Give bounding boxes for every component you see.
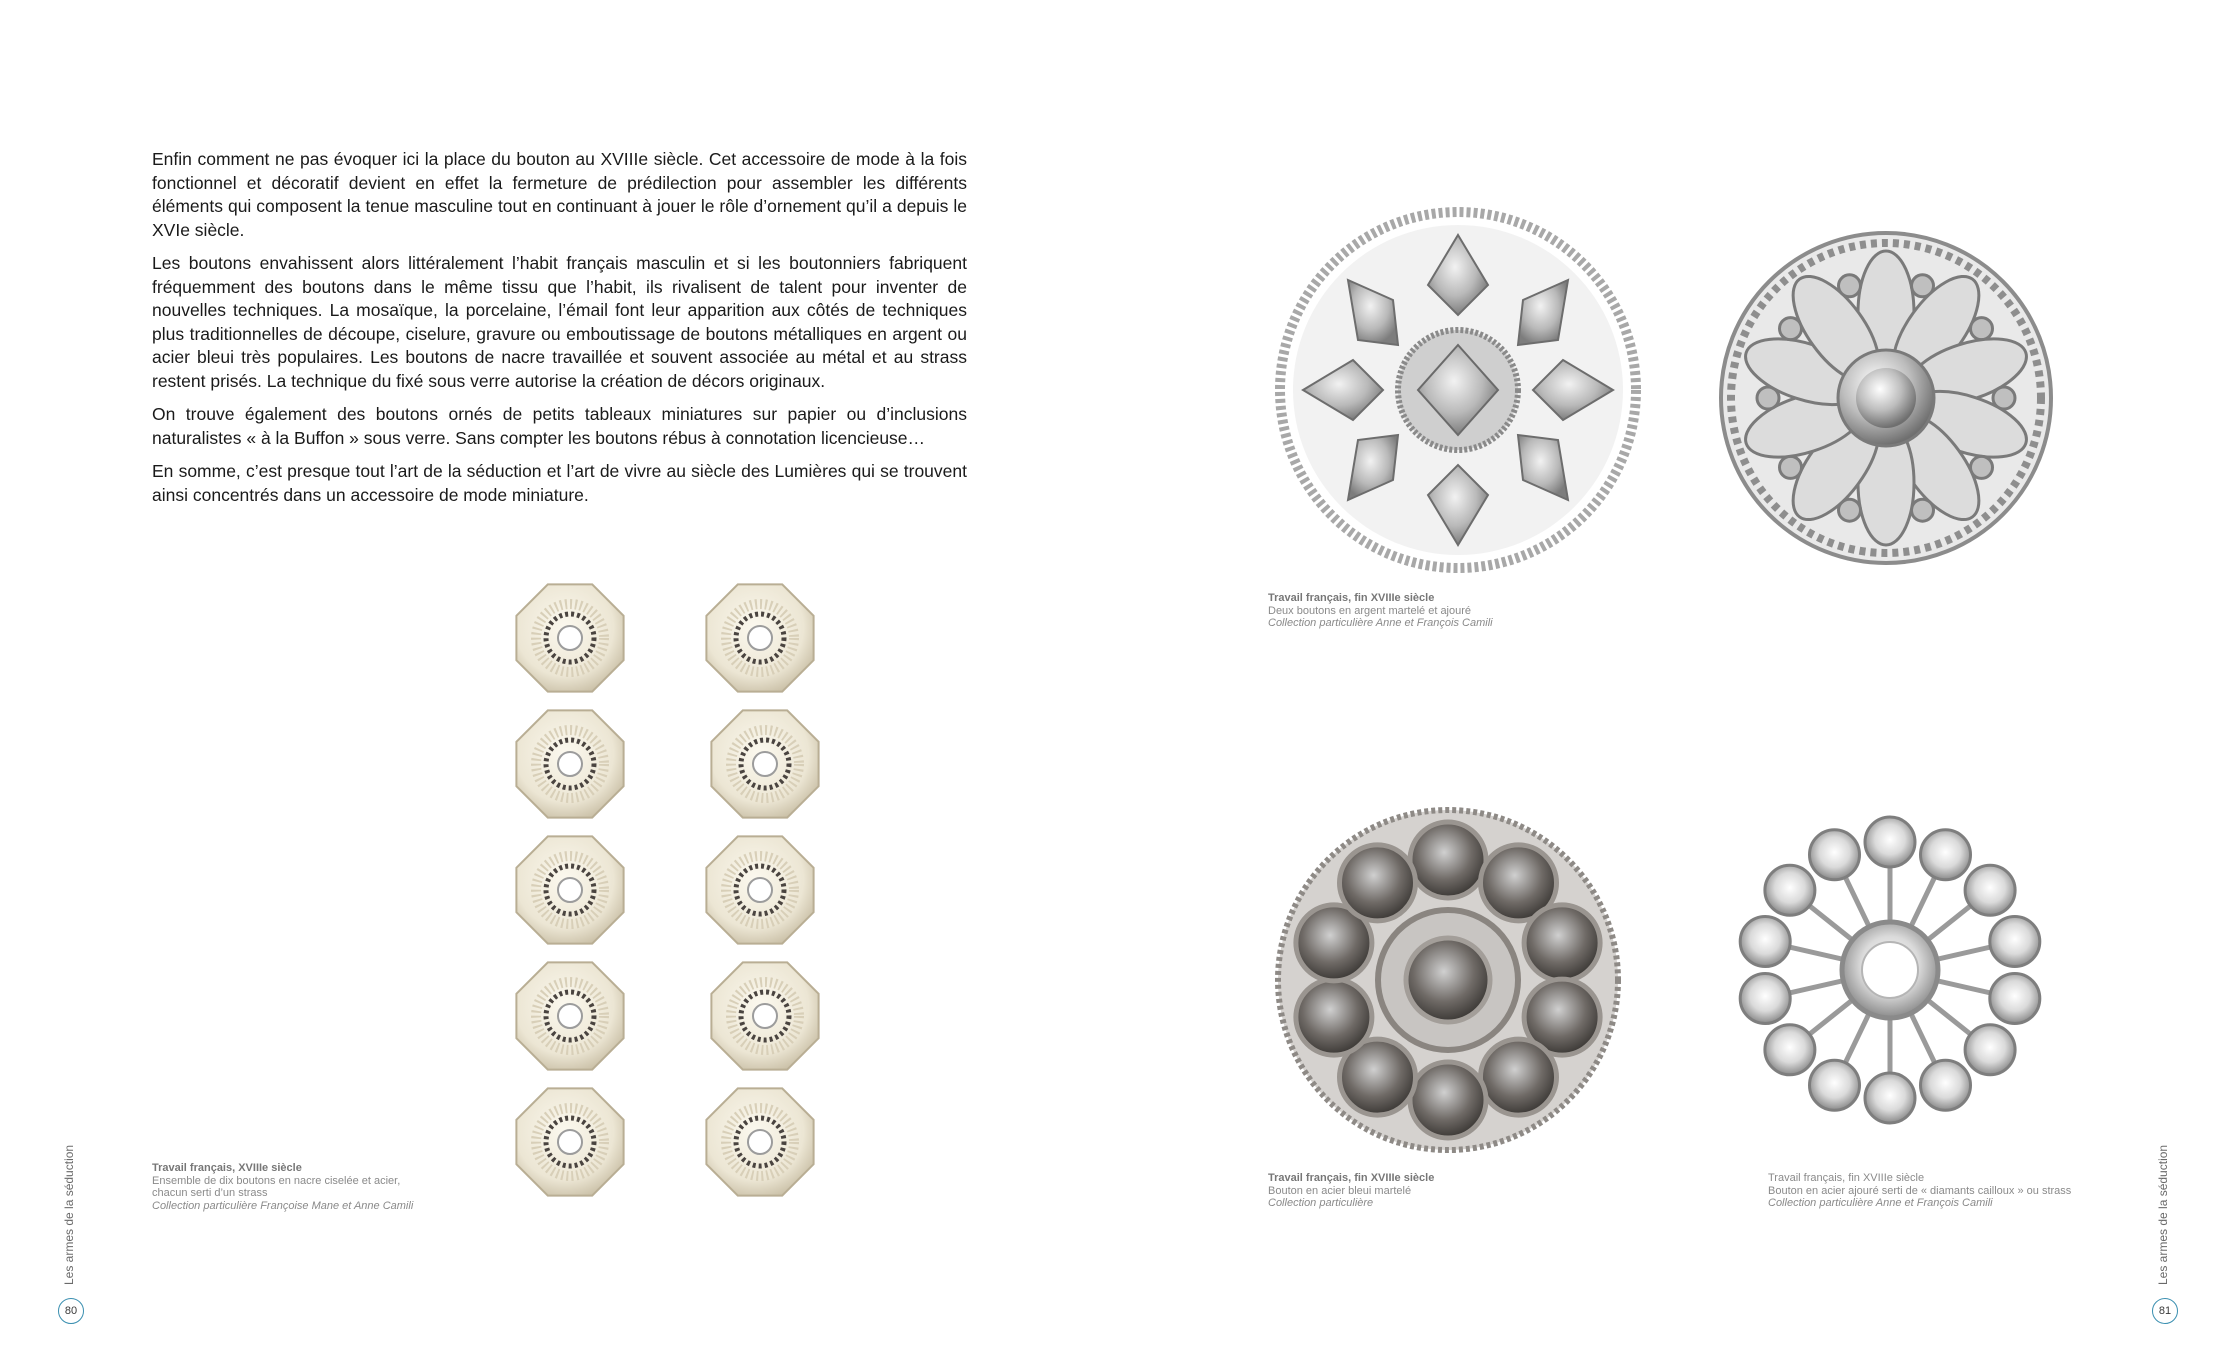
caption-title: Travail français, fin XVIIIe siècle [1768, 1172, 1925, 1184]
photo-silver-button-1 [1273, 205, 1643, 575]
caption-line: Ensemble de dix boutons en nacre ciselée et acier, [152, 1174, 401, 1187]
steel-button-image [1268, 800, 1628, 1160]
caption-line: Bouton en acier bleui martelé [1268, 1184, 1412, 1197]
photo-silver-button-2 [1716, 228, 2056, 568]
running-head: Les armes de la séduction [2156, 1144, 2170, 1285]
photo-strass-button [1720, 800, 2060, 1140]
nacre-button [706, 1088, 813, 1195]
right-page [1108, 0, 2217, 1361]
caption-line: chacun serti d’un strass [152, 1187, 268, 1199]
body-text [152, 148, 967, 517]
caption-credit: Collection particulière Anne et François Camili [1768, 1197, 1993, 1209]
running-head: Les armes de la séduction [62, 1144, 76, 1285]
page-number: 80 [58, 1298, 84, 1324]
caption-nacre [152, 1162, 452, 1212]
photo-steel-button [1268, 800, 1628, 1160]
silver-button-1-image [1273, 205, 1643, 575]
nacre-button [516, 710, 623, 817]
page-number: 81 [2152, 1298, 2178, 1324]
caption-strass-button [1768, 1172, 2108, 1210]
silver-button-2-image [1716, 228, 2056, 568]
paragraph: Les boutons envahissent alors littéralement l’habit français masculin et si les boutonniers fabriquent fréquemment des boutons dans le même tissu que l’habit, ils rivalisent de talent pour inventer de nouvelles techniques. La mosaïque, la porcelaine, l’émail font leur apparition aux côtés de techniques plus traditionnelles de découpe, ciselure, gravure ou emboutissage de boutons métalliques en argent ou acier bleui très populaires. Les boutons de nacre travaillée et souvent associée au métal et au strass restent prisés. La technique du fixé sous verre autorise la création de décors originaux. [152, 253, 967, 391]
strass-button-image [1720, 800, 2060, 1140]
left-page [0, 0, 1108, 1361]
caption-credit: Collection particulière [1268, 1197, 1374, 1209]
paragraph: On trouve également des boutons ornés de petits tableaux miniatures sur papier ou d’inclusions naturalistes « à la Buffon » sous verre. Sans compter les boutons rébus à connotation licencieuse… [152, 404, 967, 448]
nacre-button [516, 836, 623, 943]
caption-line: Bouton en acier ajouré serti de « diamants cailloux » ou strass [1768, 1184, 2072, 1197]
nacre-button [706, 836, 813, 943]
caption-title: Travail français, fin XVIIIe siècle [1268, 592, 1435, 604]
caption-title: Travail français, XVIIIe siècle [152, 1162, 302, 1174]
caption-credit: Collection particulière Françoise Mane et Anne Camili [152, 1199, 414, 1212]
nacre-button [711, 962, 818, 1069]
caption-silver-buttons [1268, 592, 1628, 630]
nacre-button [516, 584, 623, 691]
paragraph: En somme, c’est presque tout l’art de la séduction et l’art de vivre au siècle des Lumières qui se trouvent ainsi concentrés dans un accessoire de mode miniature. [152, 461, 967, 505]
nacre-buttons-image [480, 580, 900, 1220]
caption-credit: Collection particulière Anne et François Camili [1268, 617, 1493, 629]
nacre-button [706, 584, 813, 691]
photo-nacre-buttons [480, 580, 900, 1220]
paragraph: Enfin comment ne pas évoquer ici la place du bouton au XVIIIe siècle. Cet accessoire de mode à la fois fonctionnel et décoratif devient en effet la fermeture de prédilection pour assembler les différents éléments qui composent la tenue masculine tout en continuant à jouer le rôle d’ornement qu’il a depuis le XVIe siècle. [152, 149, 967, 240]
caption-line: Deux boutons en argent martelé et ajouré [1268, 604, 1472, 617]
caption-steel-button [1268, 1172, 1598, 1210]
nacre-button [516, 1088, 623, 1195]
nacre-button [516, 962, 623, 1069]
caption-title: Travail français, fin XVIIIe siècle [1268, 1172, 1435, 1184]
nacre-button [711, 710, 818, 817]
